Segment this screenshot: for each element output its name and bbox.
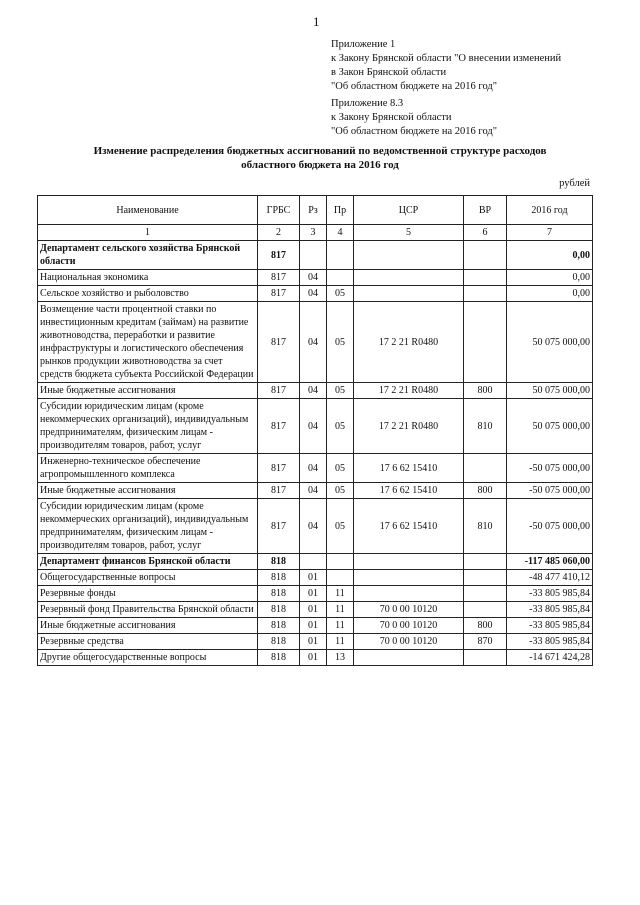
- table-row: [38, 570, 593, 586]
- cell-pr: 05: [327, 499, 354, 554]
- column-number: 3: [300, 225, 327, 241]
- cell-grbs: 818: [258, 602, 300, 618]
- cell-name: Возмещение части процентной ставки по инвестиционным кредитам (займам) на развитие животноводства, переработки и развитие инфраструктуры и логистического обеспечения рынков продукции животноводства за счет средств бюджета субъекта Российской Федерации: [38, 302, 258, 383]
- cell-amount: -14 671 424,28: [507, 650, 593, 666]
- table-row: [38, 270, 593, 286]
- cell-pr: 05: [327, 483, 354, 499]
- cell-name: Сельское хозяйство и рыболовство: [38, 286, 258, 302]
- cell-rz: 04: [300, 499, 327, 554]
- cell-vr: 870: [464, 634, 507, 650]
- cell-vr: [464, 454, 507, 483]
- cell-csr: 17 2 21 R0480: [354, 383, 464, 399]
- cell-pr: [327, 570, 354, 586]
- cell-csr: 17 6 62 15410: [354, 499, 464, 554]
- document-title: [30, 144, 610, 172]
- cell-name: Иные бюджетные ассигнования: [38, 483, 258, 499]
- cell-name: Иные бюджетные ассигнования: [38, 618, 258, 634]
- cell-rz: [300, 241, 327, 270]
- table-row: [38, 399, 593, 454]
- table-row: [38, 618, 593, 634]
- cell-vr: [464, 270, 507, 286]
- cell-csr: 17 6 62 15410: [354, 454, 464, 483]
- column-number: 2: [258, 225, 300, 241]
- header-name: Наименование: [38, 196, 258, 225]
- cell-rz: 04: [300, 454, 327, 483]
- cell-csr: [354, 650, 464, 666]
- cell-amount: -33 805 985,84: [507, 634, 593, 650]
- cell-pr: 11: [327, 602, 354, 618]
- cell-rz: 01: [300, 650, 327, 666]
- cell-grbs: 817: [258, 399, 300, 454]
- cell-name: Резервный фонд Правительства Брянской области: [38, 602, 258, 618]
- table-row: [38, 499, 593, 554]
- cell-rz: [300, 554, 327, 570]
- table-row: [38, 650, 593, 666]
- cell-name: Другие общегосударственные вопросы: [38, 650, 258, 666]
- header-csr: ЦСР: [354, 196, 464, 225]
- annex-1-line: "Об областном бюджете на 2016 год": [331, 81, 498, 92]
- cell-name: Департамент финансов Брянской области: [38, 554, 258, 570]
- column-number: 7: [507, 225, 593, 241]
- table-row: [38, 286, 593, 302]
- cell-pr: 05: [327, 399, 354, 454]
- cell-grbs: 818: [258, 618, 300, 634]
- cell-vr: [464, 302, 507, 383]
- cell-vr: [464, 602, 507, 618]
- cell-name: Иные бюджетные ассигнования: [38, 383, 258, 399]
- column-number: 4: [327, 225, 354, 241]
- table-body: [38, 241, 593, 666]
- table-row: [38, 302, 593, 383]
- cell-vr: 800: [464, 618, 507, 634]
- cell-pr: 05: [327, 302, 354, 383]
- header-year: 2016 год: [507, 196, 593, 225]
- cell-pr: [327, 270, 354, 286]
- cell-pr: 11: [327, 618, 354, 634]
- cell-rz: 04: [300, 399, 327, 454]
- cell-rz: 01: [300, 602, 327, 618]
- cell-csr: [354, 286, 464, 302]
- column-number-row: [38, 225, 593, 241]
- cell-grbs: 818: [258, 554, 300, 570]
- cell-amount: -50 075 000,00: [507, 499, 593, 554]
- cell-amount: -117 485 060,00: [507, 554, 593, 570]
- table-row: [38, 634, 593, 650]
- cell-grbs: 818: [258, 586, 300, 602]
- header-rz: Рз: [300, 196, 327, 225]
- cell-vr: [464, 586, 507, 602]
- budget-table: [37, 195, 593, 666]
- table-row: [38, 586, 593, 602]
- cell-amount: 50 075 000,00: [507, 399, 593, 454]
- cell-amount: -50 075 000,00: [507, 454, 593, 483]
- cell-amount: 0,00: [507, 270, 593, 286]
- column-number: 6: [464, 225, 507, 241]
- cell-pr: 05: [327, 454, 354, 483]
- cell-rz: 04: [300, 286, 327, 302]
- cell-rz: 04: [300, 483, 327, 499]
- cell-pr: 05: [327, 286, 354, 302]
- cell-rz: 01: [300, 634, 327, 650]
- cell-name: Субсидии юридическим лицам (кроме некоммерческих организаций), индивидуальным предпринимателям, физическим лицам - производителям товаров, работ, услуг: [38, 399, 258, 454]
- table-row: [38, 454, 593, 483]
- cell-grbs: 817: [258, 383, 300, 399]
- cell-csr: 70 0 00 10120: [354, 602, 464, 618]
- cell-rz: 04: [300, 270, 327, 286]
- cell-grbs: 817: [258, 286, 300, 302]
- cell-vr: 810: [464, 399, 507, 454]
- annex-8-3-block: [331, 97, 497, 139]
- cell-vr: 800: [464, 483, 507, 499]
- table-row: [38, 602, 593, 618]
- cell-vr: [464, 241, 507, 270]
- annex-1-block: [331, 38, 561, 94]
- cell-rz: 04: [300, 302, 327, 383]
- cell-name: Департамент сельского хозяйства Брянской области: [38, 241, 258, 270]
- cell-pr: 11: [327, 634, 354, 650]
- cell-csr: [354, 570, 464, 586]
- table-row: [38, 483, 593, 499]
- cell-csr: [354, 586, 464, 602]
- cell-csr: 70 0 00 10120: [354, 634, 464, 650]
- cell-amount: 0,00: [507, 286, 593, 302]
- annex-1-line: к Закону Брянской области "О внесении изменений: [331, 53, 562, 64]
- currency-unit: рублей: [559, 178, 590, 189]
- annex-2-line: к Закону Брянской области: [331, 112, 452, 123]
- table-row: [38, 241, 593, 270]
- cell-name: Инженерно-техническое обеспечение агропромышленного комплекса: [38, 454, 258, 483]
- column-number: 5: [354, 225, 464, 241]
- cell-name: Субсидии юридическим лицам (кроме некоммерческих организаций), индивидуальным предпринимателям, физическим лицам - производителям товаров, работ, услуг: [38, 499, 258, 554]
- cell-name: Резервные фонды: [38, 586, 258, 602]
- cell-pr: 13: [327, 650, 354, 666]
- header-pr: Пр: [327, 196, 354, 225]
- cell-pr: [327, 554, 354, 570]
- cell-grbs: 817: [258, 270, 300, 286]
- cell-grbs: 817: [258, 454, 300, 483]
- cell-grbs: 818: [258, 634, 300, 650]
- cell-csr: [354, 241, 464, 270]
- cell-grbs: 818: [258, 570, 300, 586]
- cell-vr: [464, 554, 507, 570]
- cell-csr: 17 6 62 15410: [354, 483, 464, 499]
- cell-grbs: 817: [258, 241, 300, 270]
- annex-2-line: Приложение 8.3: [331, 98, 404, 109]
- cell-csr: 17 2 21 R0480: [354, 399, 464, 454]
- column-number: 1: [38, 225, 258, 241]
- page-number: 1: [313, 14, 320, 29]
- cell-rz: 01: [300, 570, 327, 586]
- cell-vr: [464, 570, 507, 586]
- table-header-row: [38, 196, 593, 225]
- cell-vr: [464, 286, 507, 302]
- cell-grbs: 817: [258, 302, 300, 383]
- cell-name: Национальная экономика: [38, 270, 258, 286]
- cell-vr: [464, 650, 507, 666]
- cell-amount: 50 075 000,00: [507, 302, 593, 383]
- cell-amount: 0,00: [507, 241, 593, 270]
- cell-amount: -48 477 410,12: [507, 570, 593, 586]
- header-vr: ВР: [464, 196, 507, 225]
- cell-amount: -33 805 985,84: [507, 586, 593, 602]
- table-row: [38, 554, 593, 570]
- cell-csr: [354, 270, 464, 286]
- document-title-line: областного бюджета на 2016 год: [241, 159, 399, 171]
- document-title-line: Изменение распределения бюджетных ассигнований по ведомственной структуре расходов: [93, 145, 547, 157]
- cell-rz: 04: [300, 383, 327, 399]
- table-row: [38, 383, 593, 399]
- cell-grbs: 818: [258, 650, 300, 666]
- cell-rz: 01: [300, 586, 327, 602]
- annex-1-line: в Закон Брянской области: [331, 67, 447, 78]
- cell-vr: 800: [464, 383, 507, 399]
- cell-csr: 70 0 00 10120: [354, 618, 464, 634]
- cell-csr: 17 2 21 R0480: [354, 302, 464, 383]
- annex-1-line: Приложение 1: [331, 39, 396, 50]
- cell-name: Общегосударственные вопросы: [38, 570, 258, 586]
- cell-pr: [327, 241, 354, 270]
- cell-pr: 11: [327, 586, 354, 602]
- cell-grbs: 817: [258, 483, 300, 499]
- cell-amount: -33 805 985,84: [507, 618, 593, 634]
- cell-vr: 810: [464, 499, 507, 554]
- cell-pr: 05: [327, 383, 354, 399]
- cell-amount: -33 805 985,84: [507, 602, 593, 618]
- cell-amount: -50 075 000,00: [507, 483, 593, 499]
- cell-name: Резервные средства: [38, 634, 258, 650]
- cell-amount: 50 075 000,00: [507, 383, 593, 399]
- cell-grbs: 817: [258, 499, 300, 554]
- cell-csr: [354, 554, 464, 570]
- header-grbs: ГРБС: [258, 196, 300, 225]
- annex-2-line: "Об областном бюджете на 2016 год": [331, 126, 498, 137]
- cell-rz: 01: [300, 618, 327, 634]
